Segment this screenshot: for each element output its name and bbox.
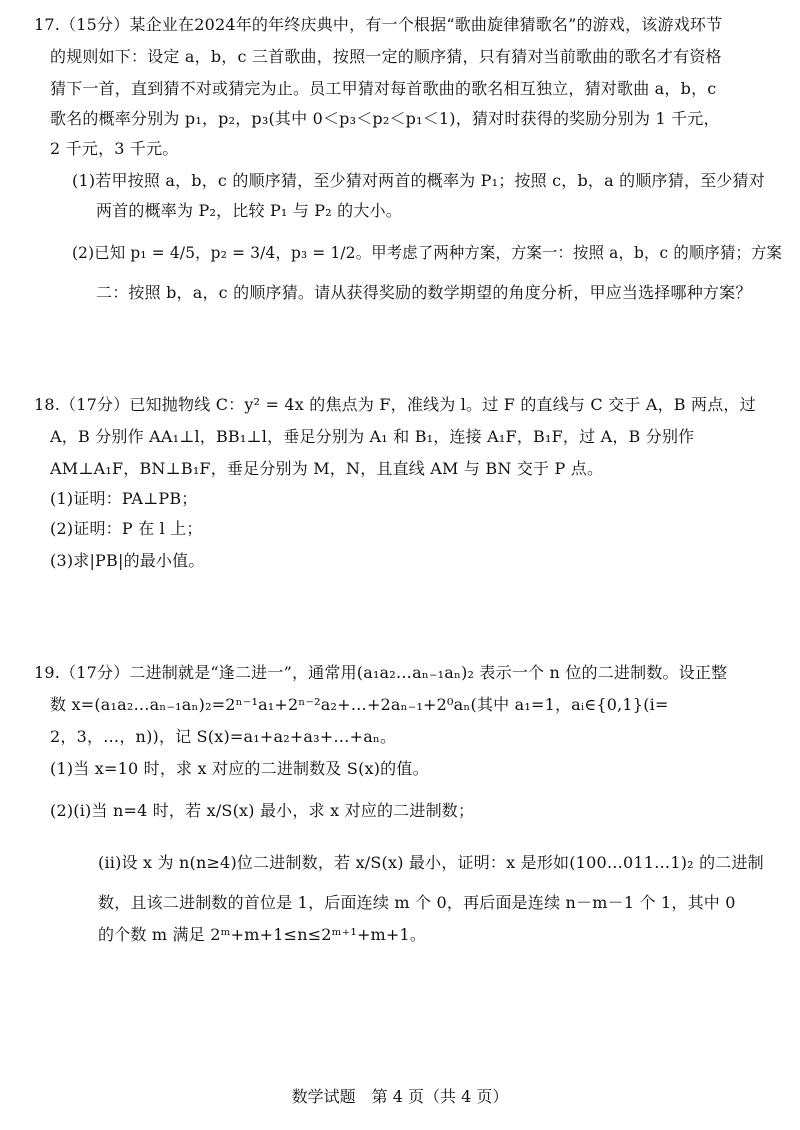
problem-17-part-1-line-2: 两首的概率为 P₂，比较 P₁ 与 P₂ 的大小。: [96, 201, 402, 220]
problem-19-part-1: (1)当 x=10 时，求 x 对应的二进制数及 S(x)的值。: [50, 759, 429, 778]
problem-18-part-1: (1)证明：PA⊥PB；: [50, 489, 198, 508]
problem-17-part-2-line-1: (2)已知 p₁ = 4/5，p₂ = 3/4，p₃ = 1/2。甲考虑了两种方案，方案一：按照 a，b，c 的顺序猜；方案: [72, 243, 783, 262]
problem-19-part-2-ii-line-1: (ii)设 x 为 n(n≥4)位二进制数，若 x/S(x) 最小，证明：x 是形如(100…011…1)₂ 的二进制: [98, 853, 764, 872]
problem-18-line-2: A，B 分别作 AA₁⊥l，BB₁⊥l，垂足分别为 A₁ 和 B₁，连接 A₁F，B₁F，过 A，B 分别作: [50, 427, 695, 446]
problem-18-part-2: (2)证明：P 在 l 上；: [50, 519, 203, 538]
problem-18-part-3: (3)求|PB|的最小值。: [50, 551, 205, 570]
problem-19-part-2-i: (2)(i)当 n=4 时，若 x/S(x) 最小，求 x 对应的二进制数；: [50, 801, 475, 820]
problem-17-line-5: 2 千元，3 千元。: [50, 139, 179, 158]
problem-17-part-2-line-2: 二：按照 b，a，c 的顺序猜。请从获得奖励的数学期望的角度分析，甲应当选择哪种方案？: [96, 283, 752, 302]
problem-19-line-3: 2，3，…，n))，记 S(x)=a₁+a₂+a₃+…+aₙ。: [50, 727, 397, 746]
problem-18-line-3: AM⊥A₁F，BN⊥B₁F，垂足分别为 M，N，且直线 AM 与 BN 交于 P 点。: [50, 459, 604, 478]
problem-18-line-1: 18.（17分）已知抛物线 C：y² = 4x 的焦点为 F，准线为 l。过 F 的直线与 C 交于 A，B 两点，过: [34, 395, 756, 414]
problem-19-line-2: 数 x=(a₁a₂…aₙ₋₁aₙ)₂=2ⁿ⁻¹a₁+2ⁿ⁻²a₂+…+2aₙ₋₁+2⁰aₙ(其中 a₁=1，aᵢ∈{0,1}(i=: [50, 695, 669, 714]
problem-19-part-2-ii-line-2: 数，且该二进制数的首位是 1，后面连续 m 个 0，再后面是连续 n－m－1 个 1，其中 0: [98, 893, 736, 912]
problem-19-line-1: 19.（17分）二进制就是“逢二进一”，通常用(a₁a₂…aₙ₋₁aₙ)₂ 表示一个 n 位的二进制数。设正整: [34, 663, 728, 682]
page-footer: 数学试题 第 4 页（共 4 页）: [291, 1087, 509, 1106]
problem-17-line-3: 猜下一首，直到猜不对或猜完为止。员工甲猜对每首歌曲的歌名相互独立，猜对歌曲 a，b，c: [50, 79, 717, 98]
problem-17-line-1: 17.（15分）某企业在2024年的年终庆典中，有一个根据“歌曲旋律猜歌名”的游戏，该游戏环节: [34, 15, 723, 34]
problem-17-line-4: 歌名的概率分别为 p₁，p₂，p₃(其中 0＜p₃＜p₂＜p₁＜1)，猜对时获得的奖励分别为 1 千元，: [50, 109, 720, 128]
problem-19-part-2-ii-line-3: 的个数 m 满足 2ᵐ+m+1≤n≤2ᵐ⁺¹+m+1。: [98, 925, 427, 944]
problem-17-line-2: 的规则如下：设定 a，b，c 三首歌曲，按照一定的顺序猜，只有猜对当前歌曲的歌名才有资格: [50, 47, 722, 66]
problem-17-part-1-line-1: (1)若甲按照 a，b，c 的顺序猜，至少猜对两首的概率为 P₁；按照 c，b，a 的顺序猜，至少猜对: [72, 171, 765, 190]
